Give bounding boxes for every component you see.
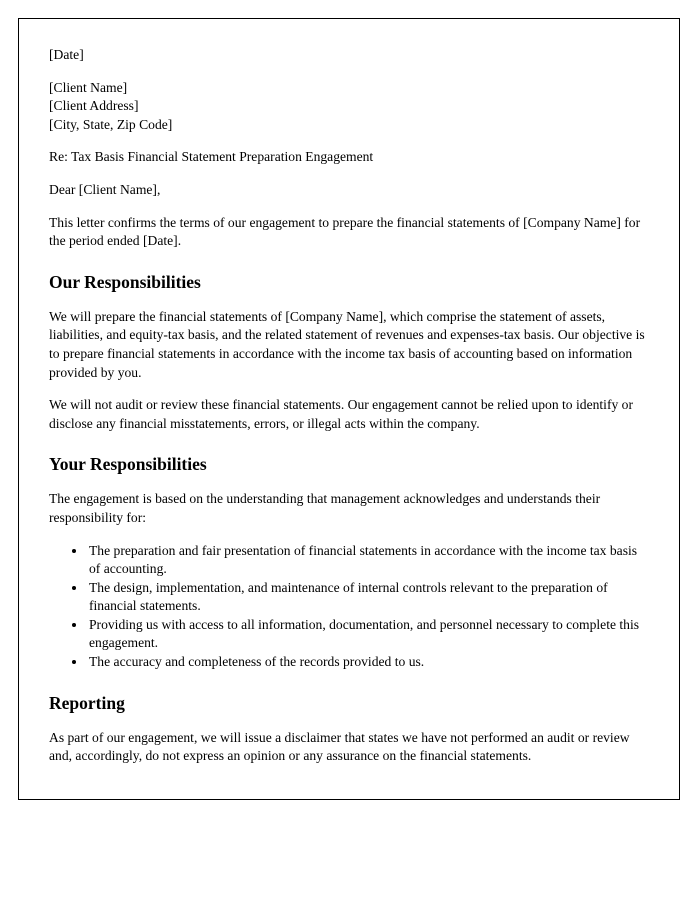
section-heading-your-responsibilities: Your Responsibilities bbox=[49, 454, 207, 475]
reporting-paragraph-1: As part of our engagement, we will issue a disclaimer that states we have not performed an audit or review and, accordingly, do not express an opinion or any assurance on the financial statements. bbox=[49, 729, 630, 764]
section-heading-reporting: Reporting bbox=[49, 692, 125, 713]
intro-paragraph: This letter confirms the terms of our engagement to prepare the financial statements of [Company Name] for the period ended [Date]. bbox=[49, 214, 641, 249]
responsibilities-bullet-list bbox=[49, 542, 649, 672]
salutation-line: Dear [Client Name], bbox=[49, 181, 161, 197]
re-line: Re: Tax Basis Financial Statement Preparation Engagement bbox=[49, 149, 374, 165]
client-name-line: [Client Name] bbox=[49, 79, 128, 95]
our-responsibilities-paragraph-1: We will prepare the financial statements of [Company Name], which comprise the statement of assets, liabilities, and equity-tax basis, and the related statement of revenues and expenses-tax basis. Our objective is to prepare financial statements in accordance with the income tax basis of accounting based on information provided by you. bbox=[49, 308, 645, 380]
section-heading-our-responsibilities: Our Responsibilities bbox=[49, 271, 201, 292]
list-item: • Providing us with access to all information, documentation, and personnel necessary to complete this engagement. bbox=[87, 616, 649, 653]
city-state-zip-line: [City, State, Zip Code] bbox=[49, 116, 173, 132]
client-address-line: [Client Address] bbox=[49, 98, 139, 114]
client-address-block bbox=[49, 79, 649, 135]
date-line: [Date] bbox=[49, 47, 84, 62]
list-item: • The accuracy and completeness of the records provided to us. bbox=[87, 653, 649, 672]
our-responsibilities-paragraph-2: We will not audit or review these financial statements. Our engagement cannot be relied upon to identify or disclose any financial misstatements, errors, or illegal acts within the company. bbox=[49, 397, 634, 431]
your-responsibilities-intro: The engagement is based on the understanding that management acknowledges and understands their responsibility for: bbox=[49, 491, 601, 525]
letter-document bbox=[18, 18, 680, 800]
list-item: • The design, implementation, and maintenance of internal controls relevant to the preparation of financial statements. bbox=[87, 579, 649, 616]
list-item: • The preparation and fair presentation of financial statements in accordance with the income tax basis of accounting. bbox=[87, 542, 649, 579]
